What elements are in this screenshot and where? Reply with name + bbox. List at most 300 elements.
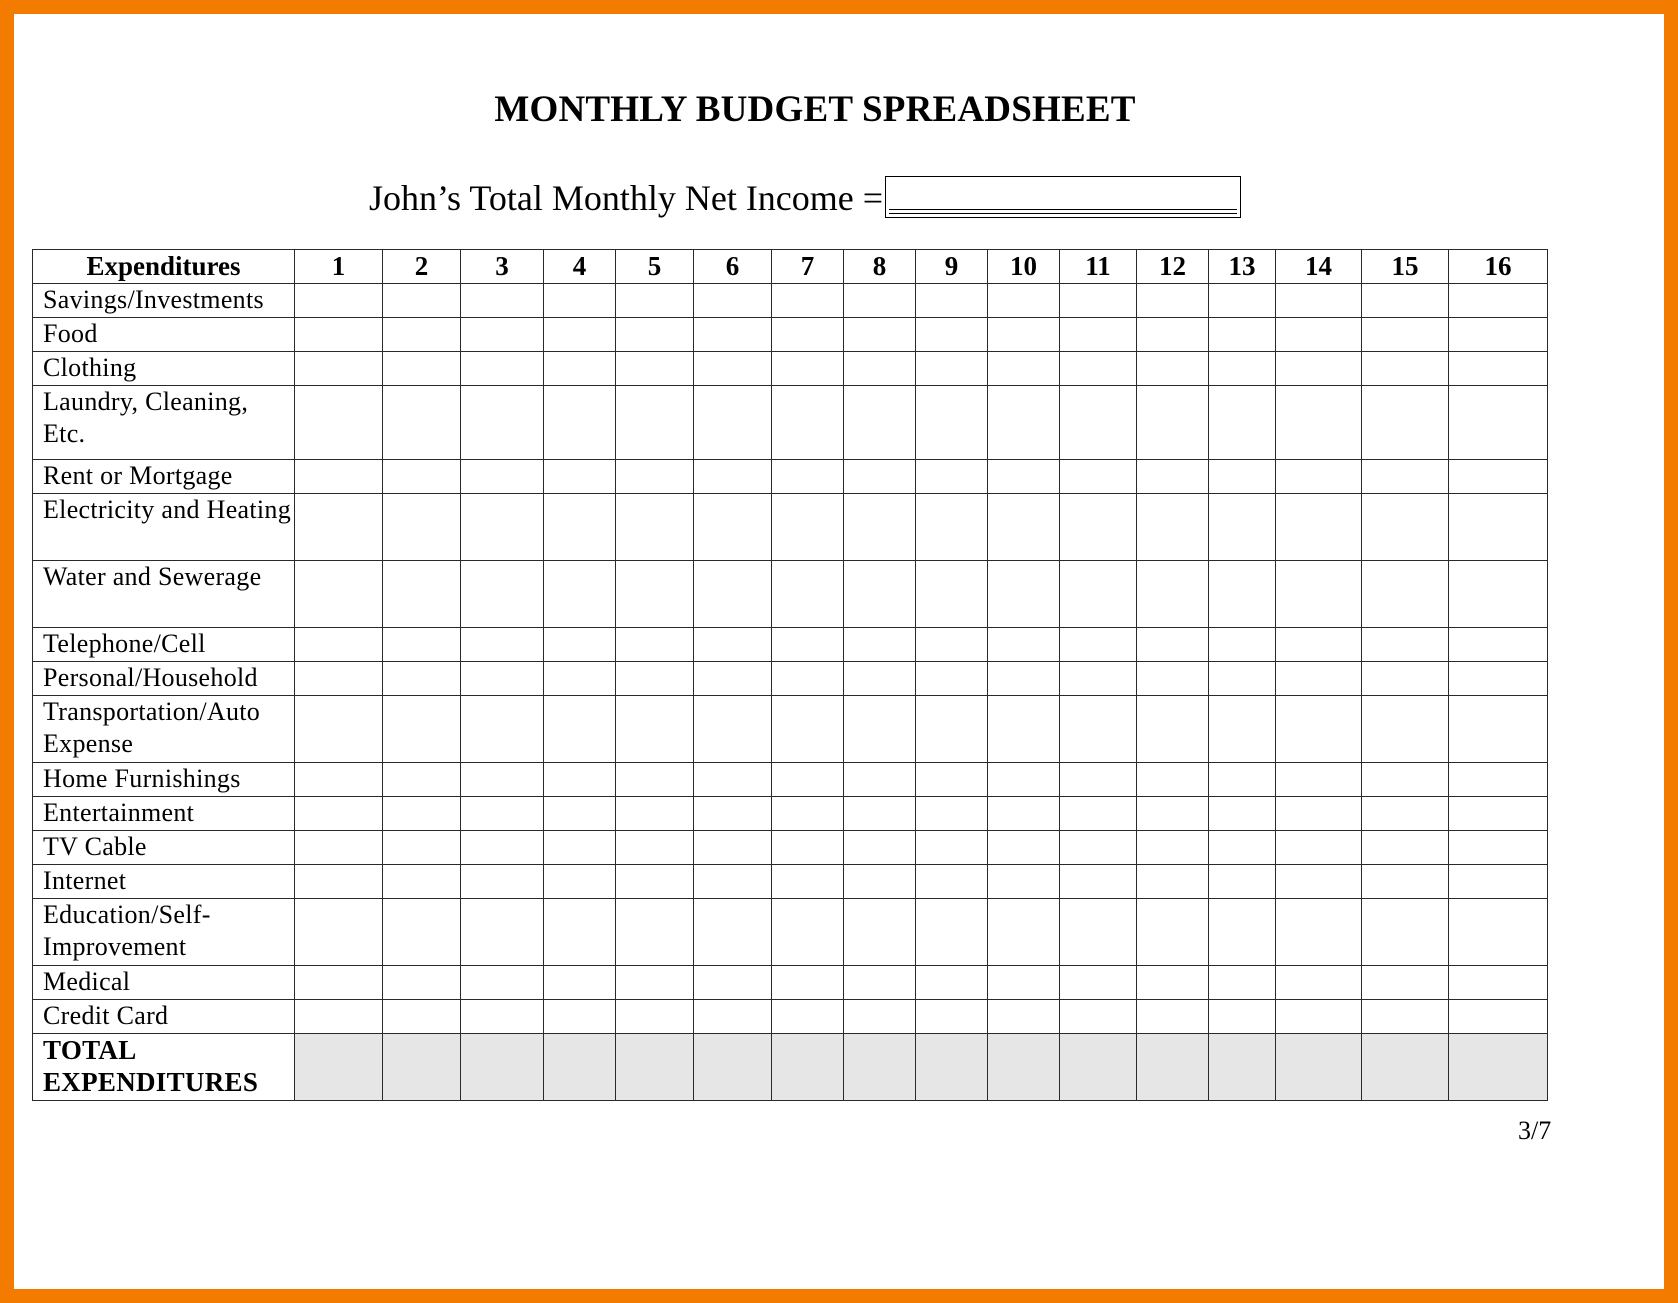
- amount-cell[interactable]: [383, 352, 461, 386]
- amount-cell[interactable]: [1209, 763, 1276, 797]
- amount-cell[interactable]: [916, 628, 988, 662]
- amount-cell[interactable]: [694, 865, 772, 899]
- amount-cell[interactable]: [616, 494, 694, 561]
- amount-cell[interactable]: [844, 865, 916, 899]
- amount-cell[interactable]: [1209, 966, 1276, 1000]
- amount-cell[interactable]: [616, 831, 694, 865]
- amount-cell[interactable]: [988, 696, 1060, 763]
- amount-cell[interactable]: [916, 831, 988, 865]
- amount-cell[interactable]: [772, 561, 844, 628]
- amount-cell[interactable]: [616, 284, 694, 318]
- amount-cell[interactable]: [1276, 899, 1362, 966]
- amount-cell[interactable]: [1137, 899, 1209, 966]
- amount-cell[interactable]: [844, 386, 916, 460]
- amount-cell[interactable]: [1449, 352, 1548, 386]
- amount-cell[interactable]: [1449, 460, 1548, 494]
- amount-cell[interactable]: [916, 284, 988, 318]
- amount-cell[interactable]: [1060, 460, 1137, 494]
- amount-cell[interactable]: [1137, 865, 1209, 899]
- amount-cell[interactable]: [916, 561, 988, 628]
- amount-cell[interactable]: [694, 628, 772, 662]
- amount-cell[interactable]: [295, 696, 383, 763]
- amount-cell[interactable]: [1362, 386, 1449, 460]
- amount-cell[interactable]: [383, 284, 461, 318]
- total-cell[interactable]: [1362, 1034, 1449, 1101]
- amount-cell[interactable]: [694, 899, 772, 966]
- amount-cell[interactable]: [1362, 763, 1449, 797]
- table-row: [33, 494, 1548, 561]
- amount-cell[interactable]: [295, 318, 383, 352]
- amount-cell[interactable]: [988, 628, 1060, 662]
- amount-cell[interactable]: [1137, 763, 1209, 797]
- amount-cell[interactable]: [461, 284, 544, 318]
- amount-cell[interactable]: [916, 763, 988, 797]
- amount-cell[interactable]: [1362, 284, 1449, 318]
- amount-cell[interactable]: [1449, 831, 1548, 865]
- amount-cell[interactable]: [988, 386, 1060, 460]
- amount-cell[interactable]: [1060, 662, 1137, 696]
- amount-cell[interactable]: [1276, 494, 1362, 561]
- amount-cell[interactable]: [295, 797, 383, 831]
- amount-cell[interactable]: [461, 494, 544, 561]
- amount-cell[interactable]: [1276, 966, 1362, 1000]
- total-cell[interactable]: [544, 1034, 616, 1101]
- amount-cell[interactable]: [772, 865, 844, 899]
- amount-cell[interactable]: [295, 561, 383, 628]
- amount-cell[interactable]: [1362, 662, 1449, 696]
- amount-cell[interactable]: [1060, 494, 1137, 561]
- amount-cell[interactable]: [772, 662, 844, 696]
- amount-cell[interactable]: [1276, 386, 1362, 460]
- amount-cell[interactable]: [694, 831, 772, 865]
- amount-cell[interactable]: [916, 696, 988, 763]
- amount-cell[interactable]: [1209, 662, 1276, 696]
- amount-cell[interactable]: [544, 865, 616, 899]
- amount-cell[interactable]: [544, 386, 616, 460]
- amount-cell[interactable]: [988, 561, 1060, 628]
- amount-cell[interactable]: [616, 386, 694, 460]
- amount-cell[interactable]: [844, 494, 916, 561]
- amount-cell[interactable]: [1449, 763, 1548, 797]
- amount-cell[interactable]: [383, 628, 461, 662]
- amount-cell[interactable]: [383, 797, 461, 831]
- amount-cell[interactable]: [461, 831, 544, 865]
- amount-cell[interactable]: [1276, 628, 1362, 662]
- amount-cell[interactable]: [694, 284, 772, 318]
- table-row: [33, 696, 1548, 763]
- amount-cell[interactable]: [988, 1000, 1060, 1034]
- amount-cell[interactable]: [1209, 797, 1276, 831]
- amount-cell[interactable]: [772, 966, 844, 1000]
- amount-cell[interactable]: [1276, 662, 1362, 696]
- amount-cell[interactable]: [1362, 561, 1449, 628]
- amount-cell[interactable]: [1137, 386, 1209, 460]
- amount-cell[interactable]: [1449, 662, 1548, 696]
- amount-cell[interactable]: [544, 352, 616, 386]
- amount-cell[interactable]: [1137, 628, 1209, 662]
- amount-cell[interactable]: [461, 1000, 544, 1034]
- amount-cell[interactable]: [295, 284, 383, 318]
- amount-cell[interactable]: [544, 318, 616, 352]
- amount-cell[interactable]: [461, 386, 544, 460]
- amount-cell[interactable]: [988, 662, 1060, 696]
- amount-cell[interactable]: [295, 386, 383, 460]
- amount-cell[interactable]: [1137, 831, 1209, 865]
- total-cell[interactable]: [1276, 1034, 1362, 1101]
- amount-cell[interactable]: [461, 966, 544, 1000]
- amount-cell[interactable]: [616, 662, 694, 696]
- amount-cell[interactable]: [1060, 561, 1137, 628]
- amount-cell[interactable]: [694, 1000, 772, 1034]
- amount-cell[interactable]: [988, 899, 1060, 966]
- amount-cell[interactable]: [544, 494, 616, 561]
- amount-cell[interactable]: [916, 460, 988, 494]
- amount-cell[interactable]: [772, 1000, 844, 1034]
- amount-cell[interactable]: [1449, 284, 1548, 318]
- amount-cell[interactable]: [844, 352, 916, 386]
- amount-cell[interactable]: [1060, 899, 1137, 966]
- amount-cell[interactable]: [1060, 284, 1137, 318]
- amount-cell[interactable]: [461, 899, 544, 966]
- amount-cell[interactable]: [295, 831, 383, 865]
- amount-cell[interactable]: [694, 797, 772, 831]
- amount-cell[interactable]: [1362, 494, 1449, 561]
- amount-cell[interactable]: [1449, 318, 1548, 352]
- amount-cell[interactable]: [916, 1000, 988, 1034]
- total-cell[interactable]: [988, 1034, 1060, 1101]
- amount-cell[interactable]: [1276, 696, 1362, 763]
- amount-cell[interactable]: [1449, 899, 1548, 966]
- amount-cell[interactable]: [844, 318, 916, 352]
- amount-cell[interactable]: [988, 318, 1060, 352]
- total-cell[interactable]: [616, 1034, 694, 1101]
- amount-cell[interactable]: [772, 494, 844, 561]
- amount-cell[interactable]: [1449, 865, 1548, 899]
- amount-cell[interactable]: [544, 460, 616, 494]
- amount-cell[interactable]: [1449, 966, 1548, 1000]
- amount-cell[interactable]: [1449, 628, 1548, 662]
- amount-cell[interactable]: [1209, 494, 1276, 561]
- amount-cell[interactable]: [1209, 1000, 1276, 1034]
- amount-cell[interactable]: [1276, 352, 1362, 386]
- amount-cell[interactable]: [1060, 797, 1137, 831]
- amount-cell[interactable]: [383, 966, 461, 1000]
- amount-cell[interactable]: [461, 696, 544, 763]
- amount-cell[interactable]: [461, 628, 544, 662]
- amount-cell[interactable]: [295, 865, 383, 899]
- amount-cell[interactable]: [844, 831, 916, 865]
- amount-cell[interactable]: [844, 460, 916, 494]
- amount-cell[interactable]: [694, 352, 772, 386]
- amount-cell[interactable]: [694, 386, 772, 460]
- amount-cell[interactable]: [988, 352, 1060, 386]
- column-header-7: 7: [772, 250, 844, 284]
- amount-cell[interactable]: [988, 763, 1060, 797]
- amount-cell[interactable]: [1137, 1000, 1209, 1034]
- amount-cell[interactable]: [616, 628, 694, 662]
- amount-cell[interactable]: [1137, 696, 1209, 763]
- table-row: [33, 386, 1548, 460]
- amount-cell[interactable]: [616, 1000, 694, 1034]
- expense-label: Clothing: [33, 352, 295, 386]
- amount-cell[interactable]: [295, 494, 383, 561]
- amount-cell[interactable]: [694, 561, 772, 628]
- amount-cell[interactable]: [1449, 386, 1548, 460]
- amount-cell[interactable]: [544, 899, 616, 966]
- expense-label: Home Furnishings: [33, 763, 295, 797]
- amount-cell[interactable]: [844, 696, 916, 763]
- amount-cell[interactable]: [694, 696, 772, 763]
- amount-cell[interactable]: [1362, 352, 1449, 386]
- total-cell[interactable]: [772, 1034, 844, 1101]
- amount-cell[interactable]: [383, 662, 461, 696]
- amount-cell[interactable]: [1137, 966, 1209, 1000]
- amount-cell[interactable]: [916, 662, 988, 696]
- amount-cell[interactable]: [295, 1000, 383, 1034]
- income-input-box[interactable]: [885, 176, 1241, 218]
- amount-cell[interactable]: [616, 865, 694, 899]
- amount-cell[interactable]: [844, 763, 916, 797]
- amount-cell[interactable]: [544, 1000, 616, 1034]
- amount-cell[interactable]: [295, 352, 383, 386]
- amount-cell[interactable]: [383, 831, 461, 865]
- amount-cell[interactable]: [1362, 318, 1449, 352]
- amount-cell[interactable]: [772, 696, 844, 763]
- column-header-8: 8: [844, 250, 916, 284]
- amount-cell[interactable]: [988, 460, 1060, 494]
- total-cell[interactable]: [1137, 1034, 1209, 1101]
- amount-cell[interactable]: [544, 662, 616, 696]
- amount-cell[interactable]: [383, 460, 461, 494]
- amount-cell[interactable]: [1060, 865, 1137, 899]
- total-cell[interactable]: [383, 1034, 461, 1101]
- amount-cell[interactable]: [616, 797, 694, 831]
- amount-cell[interactable]: [1137, 797, 1209, 831]
- amount-cell[interactable]: [844, 628, 916, 662]
- amount-cell[interactable]: [1209, 628, 1276, 662]
- amount-cell[interactable]: [461, 865, 544, 899]
- amount-cell[interactable]: [1276, 797, 1362, 831]
- amount-cell[interactable]: [1209, 318, 1276, 352]
- amount-cell[interactable]: [295, 966, 383, 1000]
- amount-cell[interactable]: [1449, 797, 1548, 831]
- amount-cell[interactable]: [616, 318, 694, 352]
- amount-cell[interactable]: [383, 865, 461, 899]
- amount-cell[interactable]: [694, 763, 772, 797]
- amount-cell[interactable]: [383, 318, 461, 352]
- total-cell[interactable]: [461, 1034, 544, 1101]
- amount-cell[interactable]: [461, 797, 544, 831]
- amount-cell[interactable]: [1276, 318, 1362, 352]
- amount-cell[interactable]: [544, 696, 616, 763]
- amount-cell[interactable]: [916, 899, 988, 966]
- amount-cell[interactable]: [1060, 352, 1137, 386]
- amount-cell[interactable]: [1209, 899, 1276, 966]
- amount-cell[interactable]: [694, 318, 772, 352]
- amount-cell[interactable]: [461, 352, 544, 386]
- amount-cell[interactable]: [383, 386, 461, 460]
- amount-cell[interactable]: [1276, 460, 1362, 494]
- amount-cell[interactable]: [461, 763, 544, 797]
- amount-cell[interactable]: [295, 662, 383, 696]
- amount-cell[interactable]: [1137, 460, 1209, 494]
- amount-cell[interactable]: [1449, 1000, 1548, 1034]
- amount-cell[interactable]: [988, 865, 1060, 899]
- amount-cell[interactable]: [461, 318, 544, 352]
- amount-cell[interactable]: [1137, 284, 1209, 318]
- amount-cell[interactable]: [544, 284, 616, 318]
- amount-cell[interactable]: [694, 494, 772, 561]
- amount-cell[interactable]: [1060, 763, 1137, 797]
- total-cell[interactable]: [916, 1034, 988, 1101]
- amount-cell[interactable]: [988, 966, 1060, 1000]
- amount-cell[interactable]: [844, 966, 916, 1000]
- amount-cell[interactable]: [1362, 899, 1449, 966]
- amount-cell[interactable]: [772, 460, 844, 494]
- amount-cell[interactable]: [1209, 460, 1276, 494]
- amount-cell[interactable]: [295, 460, 383, 494]
- amount-cell[interactable]: [383, 561, 461, 628]
- amount-cell[interactable]: [295, 899, 383, 966]
- amount-cell[interactable]: [844, 899, 916, 966]
- total-cell[interactable]: [1209, 1034, 1276, 1101]
- amount-cell[interactable]: [616, 763, 694, 797]
- amount-cell[interactable]: [988, 797, 1060, 831]
- amount-cell[interactable]: [772, 797, 844, 831]
- amount-cell[interactable]: [988, 831, 1060, 865]
- amount-cell[interactable]: [461, 460, 544, 494]
- amount-cell[interactable]: [772, 284, 844, 318]
- amount-cell[interactable]: [1060, 966, 1137, 1000]
- amount-cell[interactable]: [1209, 865, 1276, 899]
- total-cell[interactable]: [1060, 1034, 1137, 1101]
- amount-cell[interactable]: [1060, 831, 1137, 865]
- amount-cell[interactable]: [1209, 284, 1276, 318]
- amount-cell[interactable]: [1060, 628, 1137, 662]
- amount-cell[interactable]: [544, 966, 616, 1000]
- amount-cell[interactable]: [461, 662, 544, 696]
- total-cell[interactable]: [1449, 1034, 1548, 1101]
- amount-cell[interactable]: [1449, 494, 1548, 561]
- amount-cell[interactable]: [1362, 797, 1449, 831]
- amount-cell[interactable]: [1362, 966, 1449, 1000]
- amount-cell[interactable]: [772, 831, 844, 865]
- amount-cell[interactable]: [772, 763, 844, 797]
- amount-cell[interactable]: [694, 966, 772, 1000]
- amount-cell[interactable]: [461, 561, 544, 628]
- amount-cell[interactable]: [844, 662, 916, 696]
- amount-cell[interactable]: [616, 561, 694, 628]
- amount-cell[interactable]: [295, 628, 383, 662]
- amount-cell[interactable]: [616, 899, 694, 966]
- amount-cell[interactable]: [916, 386, 988, 460]
- amount-cell[interactable]: [772, 386, 844, 460]
- amount-cell[interactable]: [1276, 561, 1362, 628]
- amount-cell[interactable]: [694, 662, 772, 696]
- amount-cell[interactable]: [1137, 318, 1209, 352]
- amount-cell[interactable]: [772, 899, 844, 966]
- amount-cell[interactable]: [844, 284, 916, 318]
- total-cell[interactable]: [295, 1034, 383, 1101]
- amount-cell[interactable]: [616, 696, 694, 763]
- amount-cell[interactable]: [295, 763, 383, 797]
- amount-cell[interactable]: [1137, 662, 1209, 696]
- amount-cell[interactable]: [916, 352, 988, 386]
- amount-cell[interactable]: [1449, 561, 1548, 628]
- amount-cell[interactable]: [916, 318, 988, 352]
- table-row: [33, 318, 1548, 352]
- amount-cell[interactable]: [383, 899, 461, 966]
- amount-cell[interactable]: [1276, 763, 1362, 797]
- amount-cell[interactable]: [1137, 494, 1209, 561]
- amount-cell[interactable]: [1362, 696, 1449, 763]
- amount-cell[interactable]: [383, 696, 461, 763]
- amount-cell[interactable]: [844, 561, 916, 628]
- amount-cell[interactable]: [1209, 386, 1276, 460]
- amount-cell[interactable]: [772, 628, 844, 662]
- amount-cell[interactable]: [616, 460, 694, 494]
- amount-cell[interactable]: [383, 763, 461, 797]
- amount-cell[interactable]: [772, 352, 844, 386]
- amount-cell[interactable]: [1137, 561, 1209, 628]
- amount-cell[interactable]: [544, 628, 616, 662]
- amount-cell[interactable]: [988, 494, 1060, 561]
- amount-cell[interactable]: [1209, 696, 1276, 763]
- amount-cell[interactable]: [988, 284, 1060, 318]
- amount-cell[interactable]: [844, 797, 916, 831]
- amount-cell[interactable]: [1362, 831, 1449, 865]
- amount-cell[interactable]: [383, 1000, 461, 1034]
- amount-cell[interactable]: [1060, 696, 1137, 763]
- amount-cell[interactable]: [616, 352, 694, 386]
- amount-cell[interactable]: [916, 865, 988, 899]
- amount-cell[interactable]: [1276, 831, 1362, 865]
- amount-cell[interactable]: [544, 831, 616, 865]
- amount-cell[interactable]: [1209, 352, 1276, 386]
- amount-cell[interactable]: [916, 494, 988, 561]
- table-row: [33, 966, 1548, 1000]
- amount-cell[interactable]: [1060, 318, 1137, 352]
- amount-cell[interactable]: [1362, 460, 1449, 494]
- amount-cell[interactable]: [1362, 865, 1449, 899]
- total-cell[interactable]: [694, 1034, 772, 1101]
- amount-cell[interactable]: [616, 966, 694, 1000]
- amount-cell[interactable]: [383, 494, 461, 561]
- amount-cell[interactable]: [844, 1000, 916, 1034]
- amount-cell[interactable]: [1276, 1000, 1362, 1034]
- amount-cell[interactable]: [1137, 352, 1209, 386]
- amount-cell[interactable]: [1060, 386, 1137, 460]
- expense-label: Personal/Household: [33, 662, 295, 696]
- amount-cell[interactable]: [1276, 284, 1362, 318]
- amount-cell[interactable]: [694, 460, 772, 494]
- amount-cell[interactable]: [544, 561, 616, 628]
- amount-cell[interactable]: [916, 797, 988, 831]
- amount-cell[interactable]: [772, 318, 844, 352]
- amount-cell[interactable]: [1362, 1000, 1449, 1034]
- amount-cell[interactable]: [544, 797, 616, 831]
- amount-cell[interactable]: [1362, 628, 1449, 662]
- amount-cell[interactable]: [1209, 831, 1276, 865]
- amount-cell[interactable]: [1449, 696, 1548, 763]
- amount-cell[interactable]: [544, 763, 616, 797]
- amount-cell[interactable]: [1209, 561, 1276, 628]
- amount-cell[interactable]: [1060, 1000, 1137, 1034]
- total-cell[interactable]: [844, 1034, 916, 1101]
- amount-cell[interactable]: [916, 966, 988, 1000]
- budget-table: [32, 249, 1548, 1101]
- amount-cell[interactable]: [1276, 865, 1362, 899]
